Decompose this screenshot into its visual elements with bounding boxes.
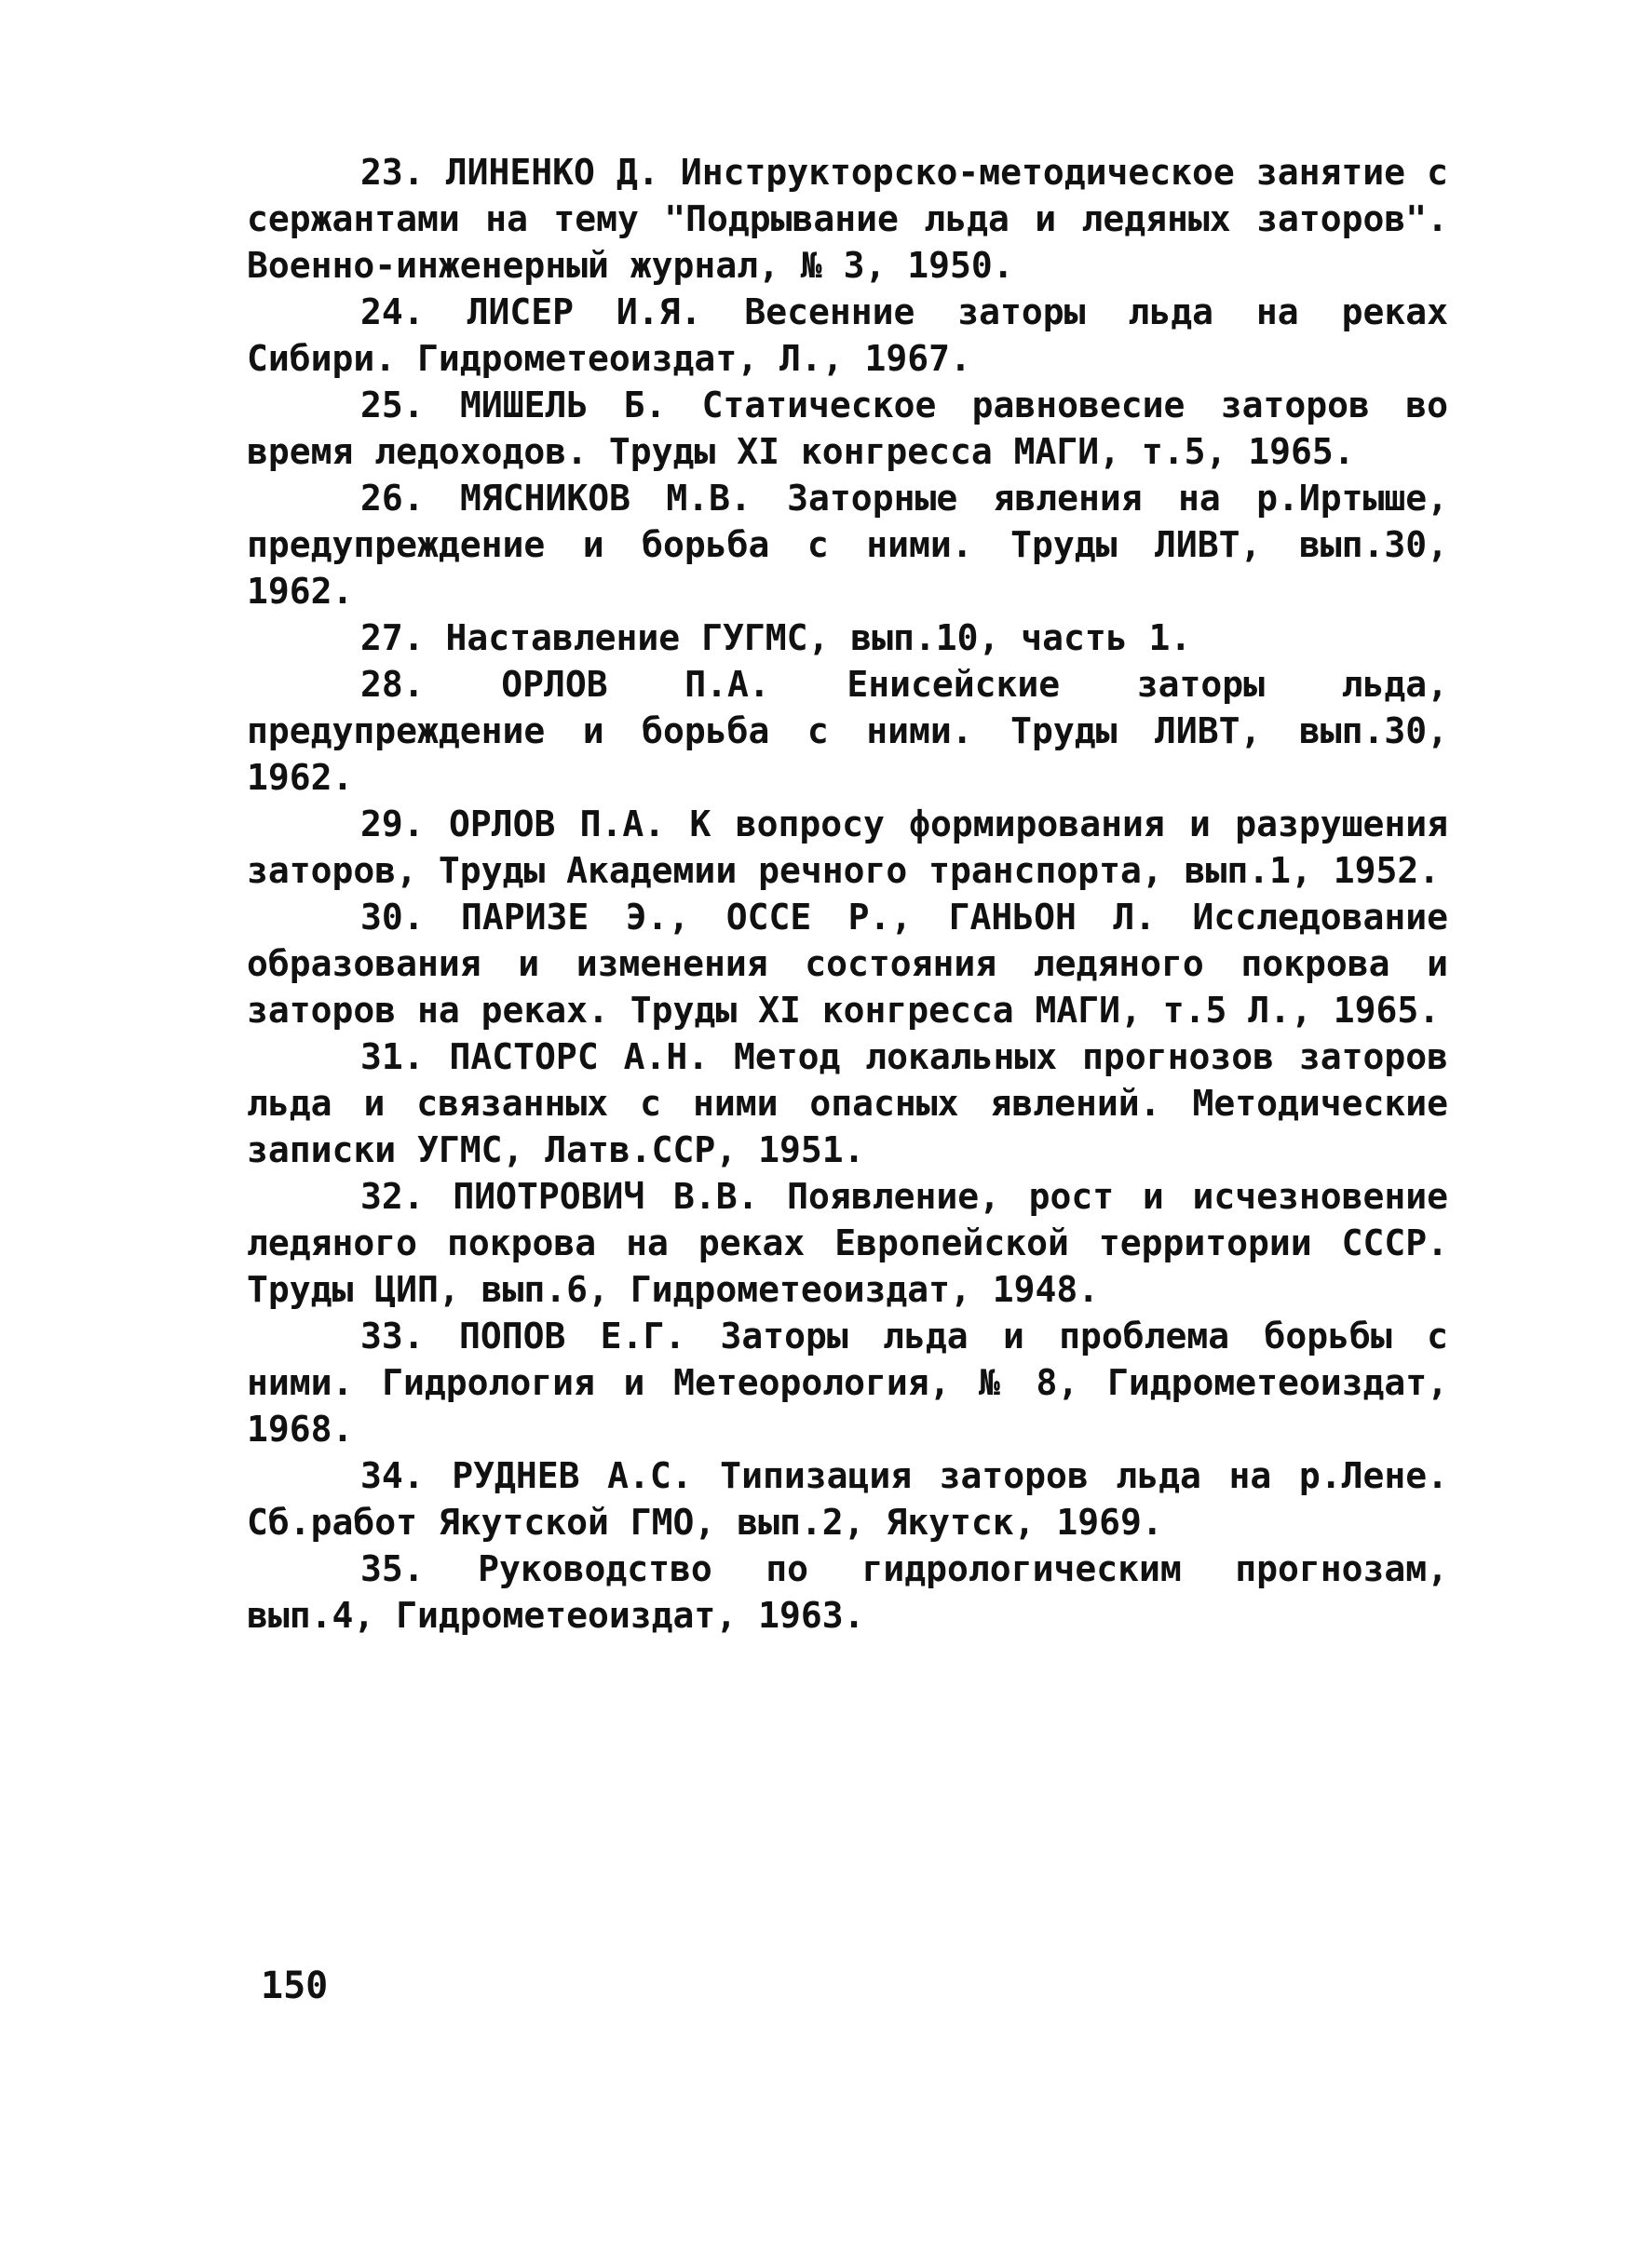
reference-list (247, 149, 1448, 1639)
reference-item-28 (247, 661, 1448, 801)
reference-item-23 (247, 149, 1448, 289)
reference-number: 27. (360, 617, 425, 658)
reference-item-34 (247, 1452, 1448, 1546)
reference-text: ЛИНЕНКО Д. Инструкторско-методическое занятие с сержантами на тему "Подрывание льда и ледяных заторов". Военно-инженерный журнал, № 3, 1950. (247, 152, 1448, 286)
reference-number: 24. (360, 291, 425, 332)
reference-text: ЛИСЕР И.Я. Весенние заторы льда на реках Сибири. Гидрометеоиздат, Л., 1967. (247, 291, 1448, 379)
reference-text: МИШЕЛЬ Б. Статическое равновесие заторов во время ледоходов. Труды XI конгресса МАГИ, т.5, 1965. (247, 385, 1448, 472)
reference-text: ПИОТРОВИЧ В.В. Появление, рост и исчезновение ледяного покрова на реках Европейской территории СССР. Труды ЦИП, вып.6, Гидрометеоиздат, 1948. (247, 1176, 1448, 1310)
reference-item-27 (247, 614, 1448, 661)
reference-number: 26. (360, 478, 425, 519)
reference-number: 28. (360, 664, 425, 705)
reference-text: ПАСТОРС А.Н. Метод локальных прогнозов заторов льда и связанных с ними опасных явлений. Методические записки УГМС, Латв.ССР, 1951. (247, 1036, 1448, 1170)
reference-text: РУДНЕВ А.С. Типизация заторов льда на р.Лене. Сб.работ Якутской ГМО, вып.2, Якутск, 1969. (247, 1455, 1448, 1543)
page-number: 150 (261, 1964, 329, 2007)
reference-item-24 (247, 289, 1448, 382)
reference-text: ПОПОВ Е.Г. Заторы льда и проблема борьбы с ними. Гидрология и Метеорология, № 8, Гидрометеоиздат, 1968. (247, 1316, 1448, 1450)
reference-item-33 (247, 1313, 1448, 1452)
reference-text: МЯСНИКОВ М.В. Заторные явления на р.Иртыше, предупреждение и борьба с ними. Труды ЛИВТ, вып.30, 1962. (247, 478, 1448, 612)
reference-number: 35. (360, 1548, 425, 1589)
reference-number: 34. (360, 1455, 425, 1496)
reference-number: 33. (360, 1316, 425, 1357)
reference-number: 23. (360, 152, 425, 193)
reference-text: Руководство по гидрологическим прогнозам, вып.4, Гидрометеоиздат, 1963. (247, 1548, 1448, 1636)
reference-number: 30. (360, 897, 425, 938)
reference-item-31 (247, 1033, 1448, 1173)
reference-number: 25. (360, 385, 425, 425)
reference-item-26 (247, 475, 1448, 614)
reference-text: Наставление ГУГМС, вып.10, часть 1. (445, 617, 1192, 658)
reference-item-32 (247, 1173, 1448, 1313)
reference-number: 32. (360, 1176, 425, 1217)
reference-number: 29. (360, 803, 425, 844)
reference-text: ОРЛОВ П.А. Енисейские заторы льда, предупреждение и борьба с ними. Труды ЛИВТ, вып.30, 1962. (247, 664, 1448, 798)
reference-text: ОРЛОВ П.А. К вопросу формирования и разрушения заторов, Труды Академии речного транспорта, вып.1, 1952. (247, 803, 1448, 891)
reference-item-30 (247, 894, 1448, 1033)
reference-text: ПАРИЗЕ Э., ОССЕ Р., ГАНЬОН Л. Исследование образования и изменения состояния ледяного покрова и заторов на реках. Труды XI конгресса МАГИ, т.5 Л., 1965. (247, 897, 1449, 1031)
reference-item-29 (247, 801, 1448, 894)
reference-item-25 (247, 382, 1448, 475)
reference-item-35 (247, 1546, 1448, 1639)
reference-number: 31. (360, 1036, 425, 1077)
